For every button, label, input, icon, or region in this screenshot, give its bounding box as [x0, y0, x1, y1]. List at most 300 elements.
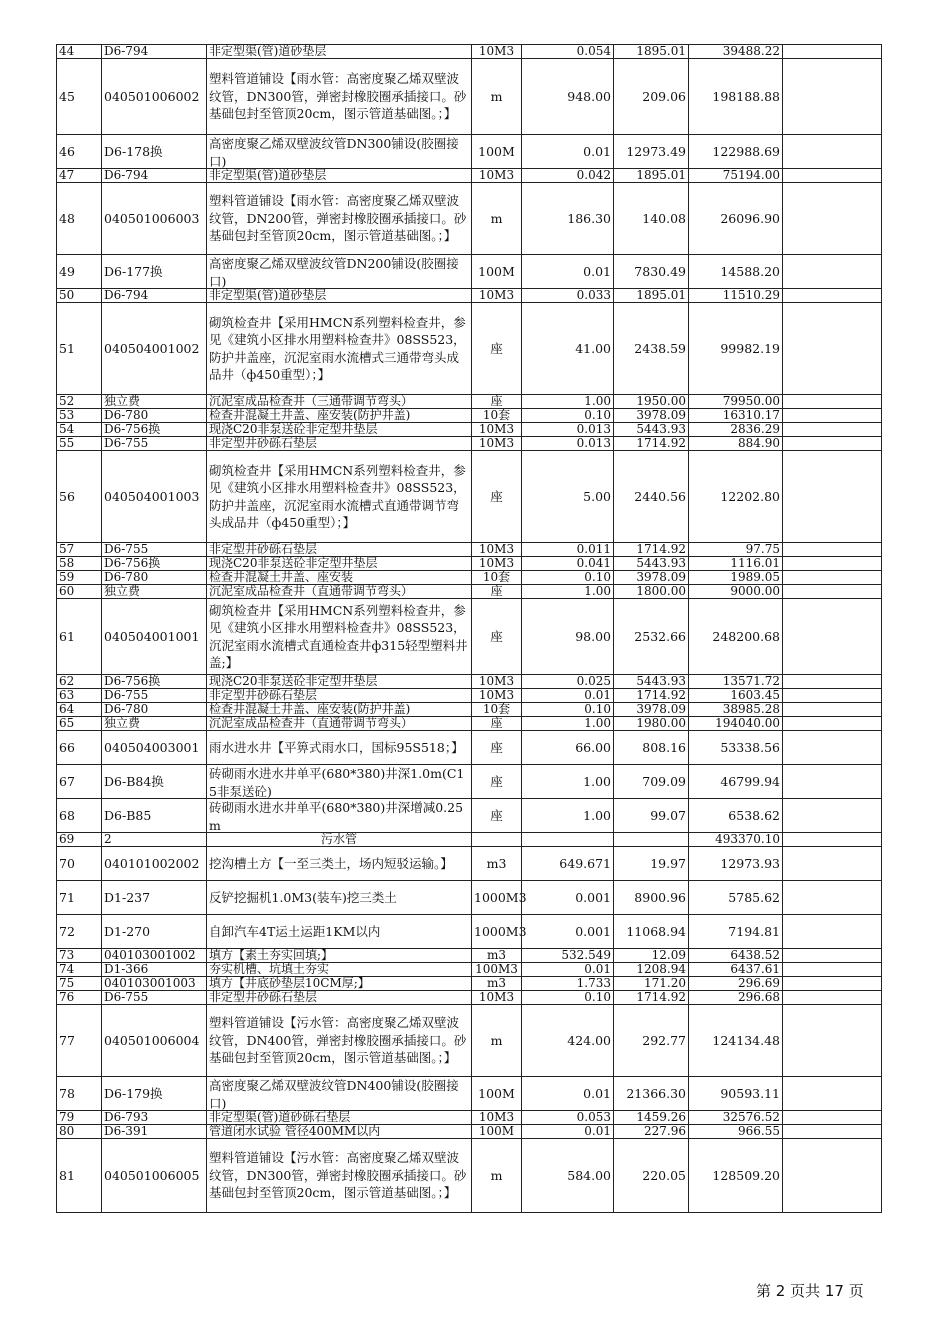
line-total-text: 124134.48: [712, 1032, 780, 1048]
item-quantity-text: 0.01: [583, 1085, 611, 1101]
row-number: [57, 557, 102, 571]
item-quantity: [522, 557, 614, 571]
item-name-text: 砖砌雨水进水井单平(680*380)井深增减0.25m: [209, 800, 464, 833]
row-number-text: 57: [59, 542, 75, 556]
item-quantity: [522, 881, 614, 915]
unit-price: [614, 765, 689, 799]
item-quantity-text: 584.00: [567, 1167, 611, 1183]
table-row: [57, 847, 882, 881]
table-row: [57, 409, 882, 423]
line-total-text: 493370.10: [715, 832, 780, 846]
item-quantity-text: 0.042: [576, 168, 611, 182]
item-code-text: D6-B84换: [104, 773, 164, 789]
item-unit: [472, 437, 522, 451]
unit-price-text: 808.16: [642, 739, 686, 755]
row-number: [57, 585, 102, 599]
blank-cell: [783, 557, 882, 571]
item-unit: [472, 1125, 522, 1139]
item-quantity-text: 66.00: [575, 739, 611, 755]
item-unit-text: 座: [490, 488, 503, 504]
line-total-text: 46799.94: [720, 773, 780, 789]
item-name-text: 砌筑检查井【采用HMCN系列塑料检查井，参见《建筑小区排水用塑料检查井》08SS523，沉泥室雨水流槽式直通检查井ф315轻型塑料井盖;】: [209, 602, 468, 670]
item-name: [207, 881, 472, 915]
table-row: [57, 135, 882, 169]
row-number-text: 68: [59, 807, 75, 823]
item-unit-text: 10M3: [478, 990, 515, 1004]
line-total-text: 79950.00: [722, 394, 780, 408]
item-name-text: 检查井混凝土井盖、座安装: [209, 570, 354, 584]
line-total-text: 5785.62: [728, 889, 780, 905]
line-total: [689, 1077, 783, 1111]
line-total-text: 26096.90: [720, 210, 780, 226]
item-name-text: 塑料管道铺设【雨水管：高密度聚乙烯双壁波纹管，DN200管，弹密封橡胶圈承插接口。砂基础包封至管顶20cm，图示管道基础图。；】: [209, 193, 467, 244]
row-number-text: 66: [59, 739, 75, 755]
item-unit: [472, 675, 522, 689]
item-unit-text: m: [490, 88, 503, 104]
item-name-text: 现浇C20非泵送砼非定型井垫层: [209, 422, 378, 436]
unit-price-text: 1208.94: [636, 962, 686, 976]
blank-cell: [783, 303, 882, 395]
table-row: [57, 423, 882, 437]
item-unit: [472, 183, 522, 255]
item-quantity-text: 0.001: [575, 889, 611, 905]
item-code: [102, 1139, 207, 1213]
item-unit: [472, 847, 522, 881]
item-unit-text: 座: [490, 773, 503, 789]
unit-price-text: 171.20: [644, 976, 686, 990]
table-row: [57, 303, 882, 395]
item-unit-text: 座: [490, 628, 503, 644]
line-total: [689, 169, 783, 183]
line-total-text: 90593.11: [720, 1085, 780, 1101]
unit-price: [614, 1005, 689, 1077]
item-quantity: [522, 1005, 614, 1077]
item-name-text: 填方【素土夯实回填;】: [209, 948, 334, 962]
item-quantity: [522, 437, 614, 451]
table-row: [57, 799, 882, 833]
item-name-text: 自卸汽车4T运土运距1KM以内: [209, 923, 381, 939]
item-unit: [472, 289, 522, 303]
unit-price-text: 7830.49: [634, 263, 686, 279]
item-unit: [472, 169, 522, 183]
line-total: [689, 183, 783, 255]
item-quantity: [522, 599, 614, 675]
row-number-text: 80: [59, 1124, 75, 1138]
item-quantity: [522, 799, 614, 833]
item-code-text: D6-B85: [104, 807, 152, 823]
item-quantity: [522, 675, 614, 689]
item-name: [207, 915, 472, 949]
line-total: [689, 395, 783, 409]
item-unit: [472, 703, 522, 717]
item-code: [102, 731, 207, 765]
blank-cell: [783, 1139, 882, 1213]
table-row: [57, 1005, 882, 1077]
table-row: [57, 915, 882, 949]
item-quantity: [522, 571, 614, 585]
line-total: [689, 135, 783, 169]
item-unit-text: m: [490, 1167, 503, 1183]
row-number: [57, 949, 102, 963]
line-total-text: 194040.00: [715, 716, 780, 730]
blank-cell: [783, 689, 882, 703]
line-total-text: 53338.56: [720, 739, 780, 755]
line-total-text: 6438.52: [730, 948, 780, 962]
row-number: [57, 1139, 102, 1213]
row-number-text: 78: [59, 1085, 75, 1101]
item-code-text: 独立费: [104, 716, 141, 730]
unit-price: [614, 703, 689, 717]
item-code: [102, 1005, 207, 1077]
unit-price-text: 292.77: [642, 1032, 686, 1048]
item-code: [102, 881, 207, 915]
unit-price-text: 1895.01: [636, 168, 686, 182]
item-code-text: D6-794: [104, 44, 149, 58]
item-name: [207, 1077, 472, 1111]
line-total-text: 198188.88: [712, 88, 780, 104]
row-number-text: 44: [59, 44, 75, 58]
item-code-text: D6-755: [104, 542, 149, 556]
blank-cell: [783, 703, 882, 717]
unit-price-text: 1950.00: [636, 394, 686, 408]
row-number-text: 51: [59, 340, 75, 356]
item-code-text: D6-177换: [104, 263, 163, 279]
item-code: [102, 451, 207, 543]
item-name-text: 雨水进水井【平箅式雨水口，国标95S518；】: [209, 739, 464, 755]
item-name-text: 非定型渠(管)道砂垫层: [209, 288, 327, 302]
item-name-text: 沉泥室成品检查井（三通带调节弯头）: [209, 394, 414, 408]
unit-price-text: 1980.00: [636, 716, 686, 730]
blank-cell: [783, 169, 882, 183]
item-name: [207, 599, 472, 675]
item-name: [207, 1125, 472, 1139]
item-quantity: [522, 183, 614, 255]
item-quantity: [522, 255, 614, 289]
item-unit: [472, 451, 522, 543]
row-number-text: 74: [59, 962, 75, 976]
item-code: [102, 1125, 207, 1139]
blank-cell: [783, 409, 882, 423]
item-code-text: D6-178换: [104, 143, 163, 159]
table-row: [57, 689, 882, 703]
row-number: [57, 255, 102, 289]
unit-price-text: 3978.09: [636, 408, 686, 422]
row-number: [57, 303, 102, 395]
item-unit-text: 1000M3: [474, 923, 527, 939]
item-quantity-text: 0.10: [584, 990, 611, 1004]
item-name: [207, 991, 472, 1005]
line-total-text: 128509.20: [712, 1167, 780, 1183]
item-code: [102, 585, 207, 599]
item-name-text: 检查井混凝土井盖、座安装(防护井盖): [209, 408, 411, 422]
item-quantity: [522, 1111, 614, 1125]
table-row: [57, 1077, 882, 1111]
item-code: [102, 963, 207, 977]
item-quantity-text: 0.01: [583, 263, 611, 279]
item-name: [207, 675, 472, 689]
item-code-text: D6-756换: [104, 674, 161, 688]
blank-cell: [783, 977, 882, 991]
row-number: [57, 409, 102, 423]
item-quantity-text: 0.01: [584, 1124, 611, 1138]
unit-price: [614, 557, 689, 571]
item-code: [102, 703, 207, 717]
table-row: [57, 183, 882, 255]
item-code: [102, 1077, 207, 1111]
blank-cell: [783, 949, 882, 963]
blank-cell: [783, 1077, 882, 1111]
row-number: [57, 847, 102, 881]
blank-cell: [783, 135, 882, 169]
unit-price: [614, 1111, 689, 1125]
line-total: [689, 423, 783, 437]
item-quantity-text: 98.00: [575, 628, 611, 644]
line-total: [689, 45, 783, 59]
item-name: [207, 169, 472, 183]
item-quantity: [522, 963, 614, 977]
line-total-text: 12973.93: [720, 855, 780, 871]
unit-price: [614, 255, 689, 289]
item-name-text: 现浇C20非泵送砼非定型井垫层: [209, 556, 378, 570]
item-code: [102, 991, 207, 1005]
item-code-text: 040501006005: [104, 1167, 200, 1183]
blank-cell: [783, 451, 882, 543]
item-quantity-text: 41.00: [575, 340, 611, 356]
line-total: [689, 915, 783, 949]
item-unit: [472, 543, 522, 557]
item-unit-text: 10M3: [478, 688, 515, 702]
table-row: [57, 255, 882, 289]
item-unit-text: 100M: [478, 1085, 515, 1101]
item-unit: [472, 571, 522, 585]
unit-price: [614, 423, 689, 437]
item-unit-text: 10M3: [478, 44, 515, 58]
item-name-text: 填方【井底砂垫层10CM厚;】: [209, 976, 370, 990]
item-name: [207, 571, 472, 585]
row-number-text: 55: [59, 436, 75, 450]
line-total-text: 6538.62: [728, 807, 780, 823]
item-code: [102, 255, 207, 289]
item-name-text: 高密度聚乙烯双壁波纹管DN200铺设(胶圈接口): [209, 256, 459, 289]
row-number-text: 47: [59, 168, 75, 182]
table-row: [57, 289, 882, 303]
row-number: [57, 395, 102, 409]
row-number-text: 64: [59, 702, 75, 716]
item-quantity: [522, 451, 614, 543]
item-quantity-text: 0.013: [576, 436, 611, 450]
row-number: [57, 717, 102, 731]
unit-price-text: 1714.92: [636, 688, 686, 702]
item-unit-text: 10M3: [478, 674, 515, 688]
item-code: [102, 183, 207, 255]
row-number-text: 59: [59, 570, 75, 584]
row-number-text: 71: [59, 889, 75, 905]
item-quantity: [522, 1139, 614, 1213]
line-total-text: 99982.19: [720, 340, 780, 356]
blank-cell: [783, 599, 882, 675]
table-row: [57, 675, 882, 689]
line-total-text: 75194.00: [722, 168, 780, 182]
blank-cell: [783, 585, 882, 599]
item-unit-text: 10M3: [478, 556, 515, 570]
table-row: [57, 543, 882, 557]
row-number-text: 58: [59, 556, 75, 570]
item-unit: [472, 135, 522, 169]
blank-cell: [783, 571, 882, 585]
item-quantity-text: 186.30: [567, 210, 611, 226]
line-total: [689, 977, 783, 991]
row-number-text: 76: [59, 990, 75, 1004]
row-number: [57, 543, 102, 557]
item-quantity: [522, 915, 614, 949]
item-unit: [472, 717, 522, 731]
item-code-text: 040103001002: [104, 948, 196, 962]
item-code: [102, 395, 207, 409]
item-quantity: [522, 991, 614, 1005]
item-quantity: [522, 395, 614, 409]
item-name: [207, 799, 472, 833]
item-name: [207, 451, 472, 543]
unit-price: [614, 59, 689, 135]
item-name-text: 检查井混凝土井盖、座安装(防护井盖): [209, 702, 411, 716]
item-name: [207, 59, 472, 135]
blank-cell: [783, 437, 882, 451]
item-name-text: 现浇C20非泵送砼非定型井垫层: [209, 674, 378, 688]
item-code: [102, 59, 207, 135]
row-number-text: 75: [59, 976, 75, 990]
item-quantity-text: 1.00: [584, 394, 611, 408]
item-name-text: 非定型井砂砾石垫层: [209, 688, 318, 702]
item-code-text: 2: [104, 832, 112, 846]
item-code-text: 040504001002: [104, 340, 200, 356]
item-code-text: 040504001001: [104, 628, 200, 644]
item-name: [207, 585, 472, 599]
row-number-text: 70: [59, 855, 75, 871]
item-code-text: D6-794: [104, 168, 149, 182]
line-total: [689, 59, 783, 135]
line-total: [689, 731, 783, 765]
blank-cell: [783, 543, 882, 557]
item-code-text: D1-270: [104, 923, 151, 939]
item-code-text: D6-755: [104, 990, 149, 1004]
item-quantity-text: 0.041: [576, 556, 611, 570]
item-code-text: D6-755: [104, 436, 149, 450]
line-total-text: 32576.52: [722, 1110, 780, 1124]
table-row: [57, 169, 882, 183]
item-name: [207, 557, 472, 571]
line-total-text: 11510.29: [722, 288, 780, 302]
item-unit-text: 座: [490, 584, 503, 598]
line-total: [689, 1139, 783, 1213]
unit-price: [614, 571, 689, 585]
item-name: [207, 1005, 472, 1077]
line-total: [689, 689, 783, 703]
row-number: [57, 451, 102, 543]
blank-cell: [783, 847, 882, 881]
item-code-text: D6-780: [104, 408, 149, 422]
item-code-text: 040501006002: [104, 88, 200, 104]
line-total-text: 1989.05: [730, 570, 780, 584]
page-footer: 第 2 页共 17 页: [756, 1282, 864, 1300]
table-row: [57, 571, 882, 585]
item-name: [207, 303, 472, 395]
item-code-text: D6-756换: [104, 422, 161, 436]
item-unit: [472, 689, 522, 703]
line-total-text: 9000.00: [730, 584, 780, 598]
unit-price-text: 1895.01: [636, 44, 686, 58]
item-name-text: 塑料管道铺设【污水管：高密度聚乙烯双壁波纹管，DN300管，弹密封橡胶圈承插接口。砂基础包封至管顶20cm，图示管道基础图。；】: [209, 1150, 467, 1201]
table-row: [57, 703, 882, 717]
row-number-text: 45: [59, 88, 75, 104]
item-code: [102, 915, 207, 949]
unit-price-text: 12973.49: [626, 143, 686, 159]
row-number: [57, 765, 102, 799]
unit-price: [614, 1077, 689, 1111]
item-quantity: [522, 717, 614, 731]
item-code-text: D1-366: [104, 962, 149, 976]
line-total-text: 2836.29: [730, 422, 780, 436]
item-code-text: D6-780: [104, 570, 149, 584]
item-unit: [472, 977, 522, 991]
item-unit: [472, 1077, 522, 1111]
item-name: [207, 409, 472, 423]
item-quantity-text: 0.10: [584, 408, 611, 422]
item-name: [207, 689, 472, 703]
line-total: [689, 571, 783, 585]
item-quantity: [522, 409, 614, 423]
item-quantity: [522, 703, 614, 717]
unit-price: [614, 437, 689, 451]
item-unit: [472, 915, 527, 949]
blank-cell: [783, 881, 882, 915]
table-row: [57, 1111, 882, 1125]
item-quantity: [522, 169, 614, 183]
item-code-text: D6-391: [104, 1124, 149, 1138]
item-code: [102, 847, 207, 881]
item-quantity-text: 0.001: [575, 923, 611, 939]
item-code-text: 040103001003: [104, 976, 196, 990]
item-quantity-text: 1.00: [583, 807, 611, 823]
item-code: [102, 1111, 207, 1125]
item-name-text: 非定型渠(管)道砂砾石垫层: [209, 1110, 351, 1124]
item-name: [207, 423, 472, 437]
blank-cell: [783, 991, 882, 1005]
row-number: [57, 571, 102, 585]
row-number-text: 54: [59, 422, 75, 436]
item-code-text: D6-793: [104, 1110, 149, 1124]
unit-price-text: 220.05: [642, 1167, 686, 1183]
row-number-text: 69: [59, 832, 75, 846]
line-total: [689, 1125, 783, 1139]
line-total: [689, 255, 783, 289]
row-number: [57, 423, 102, 437]
line-total-text: 296.68: [738, 990, 780, 1004]
item-unit: [472, 731, 522, 765]
item-name: [207, 833, 472, 847]
item-name: [207, 543, 472, 557]
line-total: [689, 703, 783, 717]
item-quantity: [522, 289, 614, 303]
item-unit: [472, 557, 522, 571]
unit-price: [614, 675, 689, 689]
item-code-text: 040504003001: [104, 739, 200, 755]
blank-cell: [783, 423, 882, 437]
row-number-text: 56: [59, 488, 75, 504]
row-number-text: 81: [59, 1167, 75, 1183]
item-code: [102, 689, 207, 703]
row-number: [57, 689, 102, 703]
row-number: [57, 169, 102, 183]
